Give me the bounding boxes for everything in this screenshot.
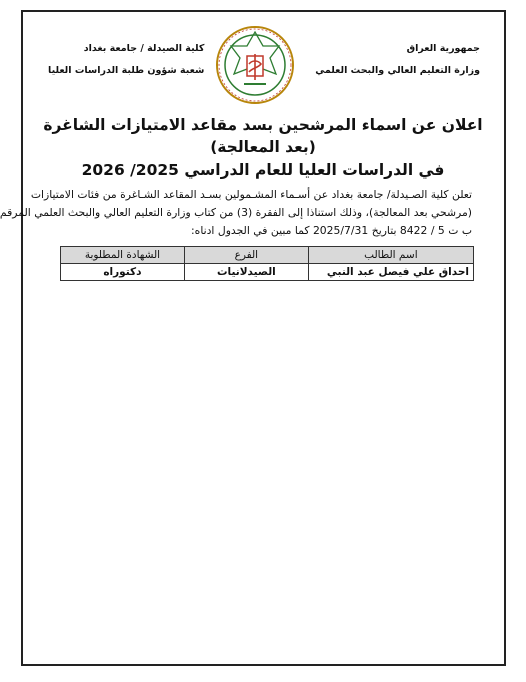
header-ministry-name: وزارة التعليم العالي والبحث العلمي	[315, 65, 480, 76]
page-border	[0, 10, 506, 666]
header-college-name: كلية الصيدلة / جامعة بغداد	[83, 43, 205, 54]
body-line-1: تعلن كلية الصـيدلة/ جامعة بغداد عن أسـماء المشـمولين بسـد المقاعد الشـاغرة من فئات الامتيازات	[30, 188, 472, 201]
title-line-1: اعلان عن اسماء المرشحين بسد مقاعد الامتيازات الشاغرة	[43, 116, 483, 134]
title-line-3: في الدراسات العليا للعام الدراسي 2025/ 2026	[81, 161, 445, 179]
announcement-body	[0, 186, 472, 240]
column-student-name: اسم الطالب	[308, 247, 473, 264]
column-degree: الشهادة المطلوبة	[61, 247, 185, 264]
table-header-row	[61, 247, 474, 264]
university-seal-icon	[214, 24, 296, 106]
header-ministry	[315, 38, 480, 82]
candidates-table	[60, 246, 474, 281]
cell-degree: دكتوراه	[61, 264, 185, 281]
column-branch: الفرع	[184, 247, 308, 264]
header-country: جمهورية العراق	[406, 43, 480, 54]
header-department: شعبة شؤون طلبة الدراسات العليا	[48, 65, 205, 76]
title-line-2: (بعد المعالجة)	[210, 138, 316, 156]
table-row	[61, 264, 474, 281]
announcement-title	[30, 114, 496, 182]
header-college	[48, 38, 204, 82]
body-line-2: (مرشحي بعد المعالجة)، وذلك استناذا إلى الفقرة (3) من كتاب وزارة التعليم العالي والبحث العلمي المرقم	[0, 206, 472, 219]
cell-student-name: احداق علي فيصل عبد النبي	[308, 264, 473, 281]
body-line-3: ب ت 5 / 8422 بتاريخ 2025/7/31 كما مبين في الجدول ادناه:	[191, 224, 472, 237]
cell-branch: الصيدلانيات	[184, 264, 308, 281]
